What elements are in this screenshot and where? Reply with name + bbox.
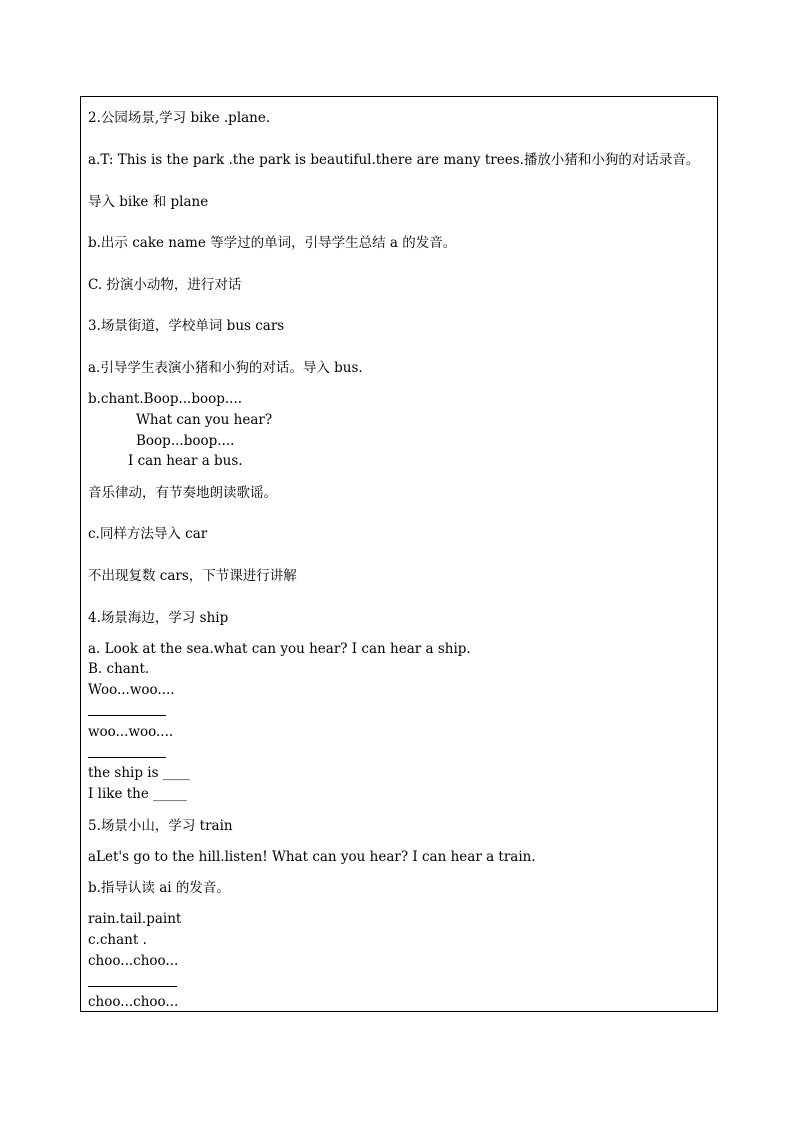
step-a-hill-train: aLet's go to the hill.listen! What can you hear? I can hear a train. [88,849,536,865]
music-rhythm-note: 音乐律动，有节奏地朗读歌谣。 [88,485,277,501]
section-5-heading: 5.场景小山，学习 train [88,818,233,834]
chant-ship-is: the ship is ____ [88,765,190,781]
chant-woo-2: woo...woo.... [88,724,174,740]
step-a-park-text: a.T: This is the park .the park is beautiful.there are many trees.播放小猪和小狗的对话录音。 [88,152,700,168]
step-a-sea-ship: a. Look at the sea.what can you hear? I can hear a ship. [88,641,471,657]
chant-i-like-the: I like the _____ [88,786,187,802]
section-2-heading: 2.公园场景,学习 bike .plane. [88,110,271,126]
chant-choo-1: choo...choo... [88,953,179,969]
blank-line [88,715,166,716]
ai-word-list: rain.tail.paint [88,911,182,927]
section-3-heading: 3.场景街道，学校单词 bus cars [88,318,285,334]
chant-boop-2: Boop...boop.... [136,433,235,449]
plural-note: 不出现复数 cars，下节课进行讲解 [88,568,297,584]
intro-bike-plane: 导入 bike 和 plane [88,194,209,210]
chant-hear-bus: I can hear a bus. [128,453,243,469]
chant-woo-1: Woo...woo.... [88,682,175,698]
chant-boop-1: b.chant.Boop...boop.... [88,391,243,407]
chant-b-label: B. chant. [88,661,150,677]
blank-line [88,986,177,987]
blank-line [88,757,166,758]
step-c-car: c.同样方法导入 car [88,526,208,542]
step-b-cake-name: b.出示 cake name 等学过的单词，引导学生总结 a 的发音。 [88,235,457,251]
lesson-plan-box [80,96,718,1012]
step-b-ai-sound: b.指导认读 ai 的发音。 [88,880,230,896]
chant-what-can-you-hear: What can you hear? [136,412,273,428]
step-a-dialogue-bus: a.引导学生表演小猪和小狗的对话。导入 bus. [88,360,363,376]
chant-c-label: c.chant . [88,932,147,948]
section-4-heading: 4.场景海边，学习 ship [88,610,229,626]
step-c-role-play: C. 扮演小动物，进行对话 [88,277,242,293]
chant-choo-2: choo...choo... [88,994,179,1010]
